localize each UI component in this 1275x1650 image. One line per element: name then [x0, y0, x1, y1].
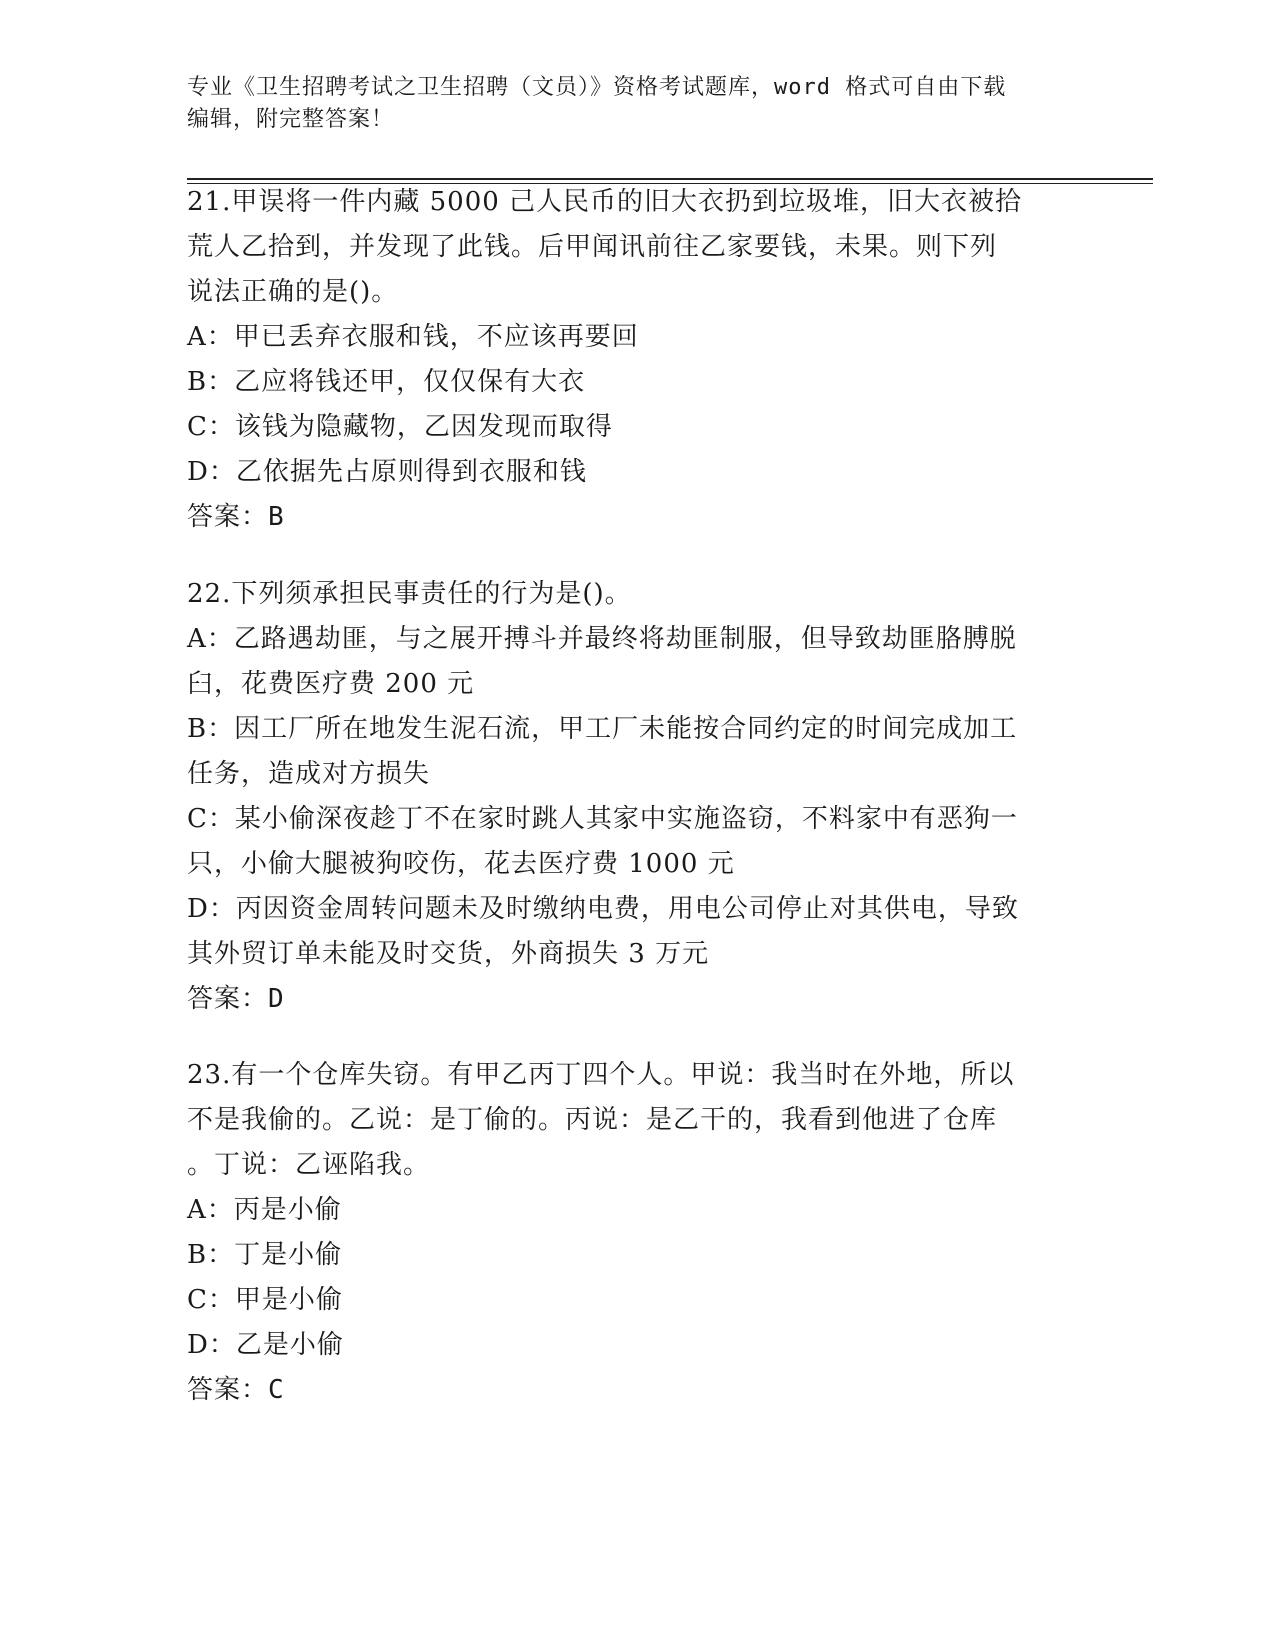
option-text: D：乙依据先占原则得到衣服和钱 [187, 457, 587, 487]
option-text: 任务，造成对方损失 [187, 759, 431, 789]
header-line-2: 编辑，附完整答案！ [187, 107, 395, 132]
document-header [187, 72, 1087, 136]
option-text: A：丙是小偷 [187, 1195, 342, 1225]
question-stem [187, 180, 1087, 315]
answer-line [187, 977, 1087, 1022]
option-text: 臼，花费医疗费 200 元 [187, 669, 475, 699]
option-text: C：某小偷深夜趁丁不在家时跳人其家中实施盗窃，不料家中有恶狗一 [187, 804, 1018, 834]
question-23 [187, 1053, 1087, 1413]
option-text: D：乙是小偷 [187, 1330, 344, 1360]
option-b [187, 707, 1087, 797]
answer-value: D [268, 984, 285, 1014]
stem-line: 21.甲误将一件内藏 5000 己人民币的旧大衣扔到垃圾堆，旧大衣被拾 [187, 187, 1023, 217]
answer-line [187, 1368, 1087, 1413]
option-text: B：乙应将钱还甲，仅仅保有大衣 [187, 367, 586, 397]
option-c [187, 797, 1087, 887]
answer-value: B [268, 502, 285, 532]
option-a [187, 1188, 1087, 1233]
stem-line: 说法正确的是()。 [187, 277, 399, 307]
question-stem [187, 1053, 1087, 1188]
option-text: C：甲是小偷 [187, 1285, 343, 1315]
option-text: A：乙路遇劫匪，与之展开搏斗并最终将劫匪制服，但导致劫匪胳膊脱 [187, 624, 1017, 654]
option-text: 只，小偷大腿被狗咬伤，花去医疗费 1000 元 [187, 849, 735, 879]
question-22 [187, 572, 1087, 1022]
stem-line: 不是我偷的。乙说：是丁偷的。丙说：是乙干的，我看到他进了仓库 [187, 1105, 998, 1135]
option-d [187, 450, 1087, 495]
option-a [187, 617, 1087, 707]
stem-line: 23.有一个仓库失窃。有甲乙丙丁四个人。甲说：我当时在外地，所以 [187, 1060, 1015, 1090]
question-stem [187, 572, 1087, 617]
header-line-1: 专业《卫生招聘考试之卫生招聘（文员）》资格考试题库，word 格式可自由下载 [187, 75, 1007, 100]
option-b [187, 360, 1087, 405]
option-c [187, 1278, 1087, 1323]
answer-label: 答案： [187, 502, 269, 532]
question-21 [187, 180, 1087, 540]
option-b [187, 1233, 1087, 1278]
answer-label: 答案： [187, 984, 269, 1014]
stem-line: 22.下列须承担民事责任的行为是()。 [187, 579, 632, 609]
stem-line: 。丁说：乙诬陷我。 [187, 1150, 431, 1180]
stem-line: 荒人乙拾到，并发现了此钱。后甲闻讯前往乙家要钱，未果。则下列 [187, 232, 998, 262]
option-text: B：丁是小偷 [187, 1240, 343, 1270]
option-d [187, 887, 1087, 977]
option-text: A：甲已丢弃衣服和钱，不应该再要回 [187, 322, 639, 352]
option-text: C：该钱为隐藏物，乙因发现而取得 [187, 412, 613, 442]
answer-value: C [268, 1375, 285, 1405]
option-c [187, 405, 1087, 450]
answer-line [187, 495, 1087, 540]
option-d [187, 1323, 1087, 1368]
option-text: D：丙因资金周转问题未及时缴纳电费，用电公司停止对其供电，导致 [187, 894, 1019, 924]
option-text: 其外贸订单未能及时交货，外商损失 3 万元 [187, 939, 710, 969]
answer-label: 答案： [187, 1375, 269, 1405]
option-a [187, 315, 1087, 360]
option-text: B：因工厂所在地发生泥石流，甲工厂未能按合同约定的时间完成加工 [187, 714, 1018, 744]
